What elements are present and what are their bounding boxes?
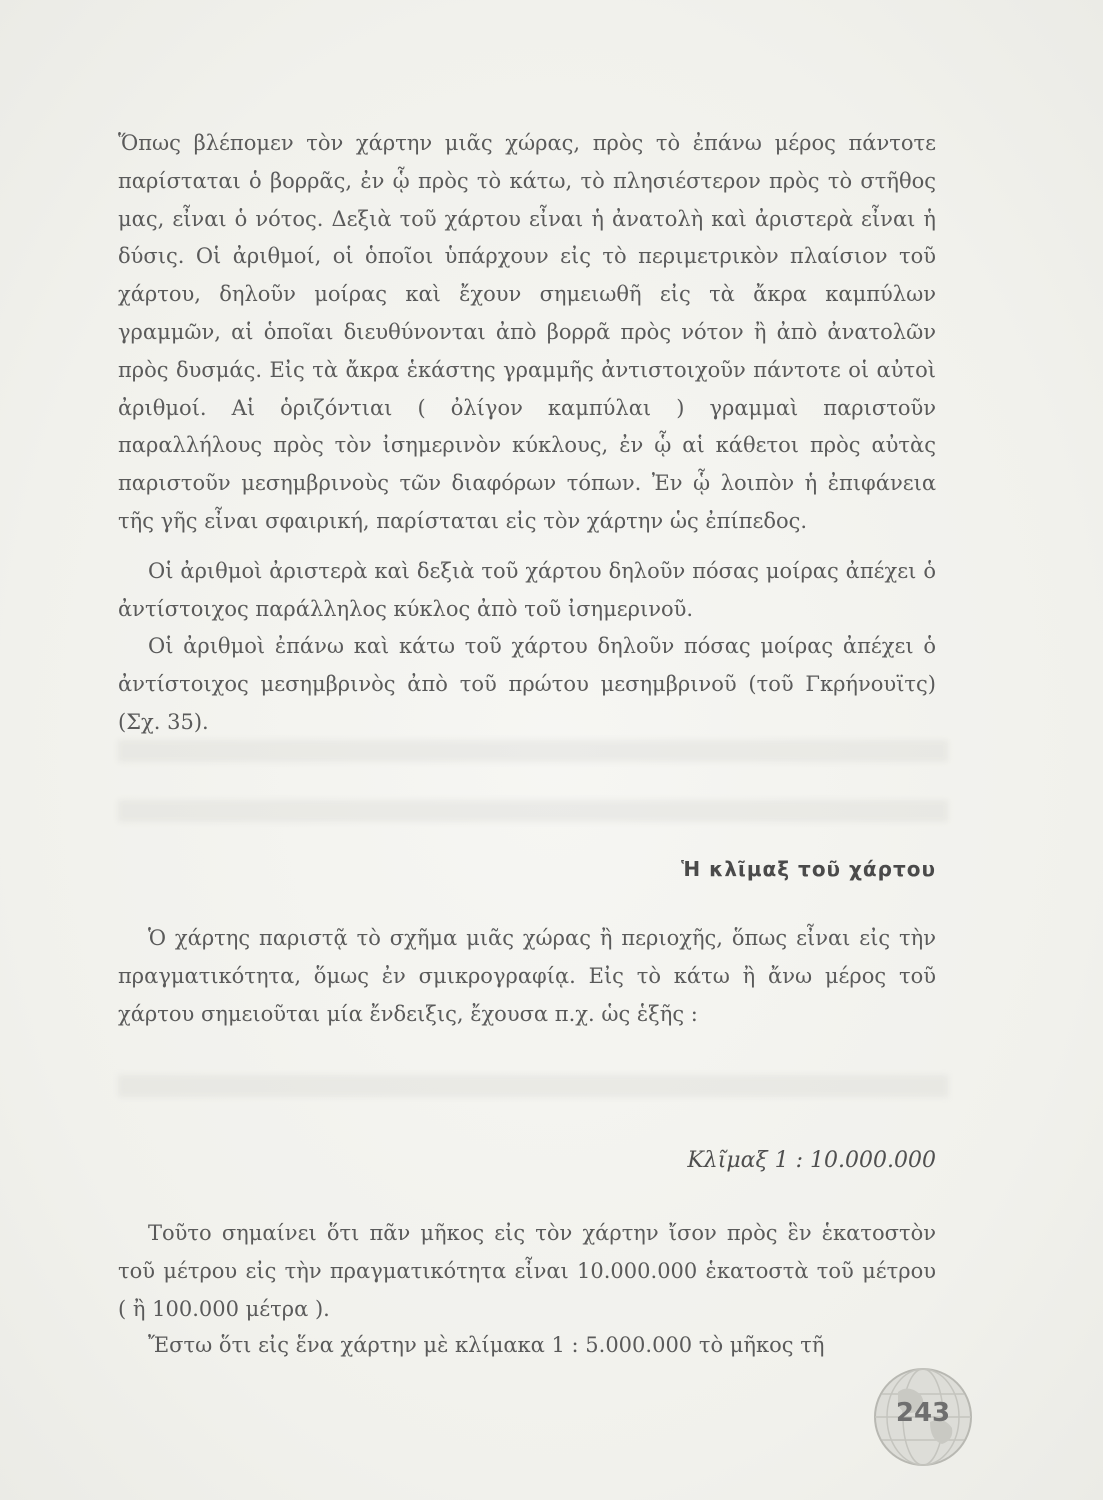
bleed-through-shadow: [118, 800, 948, 822]
paragraph-left-right-numbers: Οἱ ἀριθμοὶ ἀριστερὰ καὶ δεξιὰ τοῦ χάρτου δηλοῦν πόσας μοίρας ἀπέχει ὁ ἀντίστοιχος παράλληλος κύκλος ἀπὸ τοῦ ἰσημερινοῦ.: [118, 559, 936, 621]
page-number: 243: [895, 1398, 951, 1428]
scale-example: Κλῖμαξ 1 : 10.000.000: [687, 1148, 936, 1173]
paragraph-scale-example-start: Ἔστω ὅτι εἰς ἕνα χάρτην μὲ κλίμακα 1 : 5.000.000 τὸ μῆκος τῆ: [148, 1333, 825, 1357]
paragraph-map-orientation: Ὅπως βλέπομεν τὸν χάρτην μιᾶς χώρας, πρὸς τὸ ἐπάνω μέρος πάντοτε παρίσταται ὁ βορρᾶς, ἐν ᾧ πρὸς τὸ κάτω, τὸ πλησιέστερον πρὸς τὸ στῆθος μας, εἶναι ὁ νότος. Δεξιὰ τοῦ χάρτου εἶναι ἡ ἀνατολὴ καὶ ἀριστερὰ εἶναι ἡ δύσις. Οἱ ἀριθμοί, οἱ ὁποῖοι ὑπάρχουν εἰς τὸ περιμετρικὸν πλαίσιον τοῦ χάρτου, δηλοῦν μοίρας καὶ ἔχουν σημειωθῆ εἰς τὰ ἄκρα καμπύλων γραμμῶν, αἱ ὁποῖαι διευθύνονται ἀπὸ βορρᾶ πρὸς νότον ἢ ἀπὸ ἀνατολῶν πρὸς δυσμάς. Εἰς τὰ ἄκρα ἑκάστης γραμμῆς ἀντιστοιχοῦν πάντοτε οἱ αὐτοὶ ἀριθμοί. Αἱ ὁριζόντιαι ( ὀλίγον καμπύλαι ) γραμμαὶ παριστοῦν παραλλήλους πρὸς τὸν ἰσημερινὸν κύκλους, ἐν ᾧ αἱ κάθετοι πρὸς αὐτὰς παριστοῦν μεσημβρινοὺς τῶν διαφόρων τόπων. Ἐν ᾧ λοιπὸν ἡ ἐπιφάνεια τῆς γῆς εἶναι σφαιρική, παρίσταται εἰς τὸν χάρτην ὡς ἐπίπεδος.: [118, 131, 936, 533]
paragraph-map-scale-intro: Ὁ χάρτης παριστᾷ τὸ σχῆμα μιᾶς χώρας ἢ περιοχῆς, ὅπως εἶναι εἰς τὴν πραγματικότητα, ὅμως ἐν σμικρογραφίᾳ. Εἰς τὸ κάτω ἢ ἄνω μέρος τοῦ χάρτου σημειοῦται μία ἔνδειξις, ἔχουσα π.χ. ὡς ἑξῆς :: [118, 926, 936, 1026]
paragraph-top-bottom-numbers: Οἱ ἀριθμοὶ ἐπάνω καὶ κάτω τοῦ χάρτου δηλοῦν πόσας μοίρας ἀπέχει ὁ ἀντίστοιχος μεσημβρινὸς ἀπὸ τοῦ πρώτου μεσημβρινοῦ (τοῦ Γκρήνουϊτς) (Σχ. 35).: [118, 634, 936, 734]
bleed-through-shadow: [118, 740, 948, 762]
section-heading: Ἡ κλῖμαξ τοῦ χάρτου: [681, 857, 936, 881]
page-number-globe: [868, 1362, 978, 1472]
paragraph-scale-meaning: Τοῦτο σημαίνει ὅτι πᾶν μῆκος εἰς τὸν χάρτην ἴσον πρὸς ἓν ἑκατοστὸν τοῦ μέτρου εἰς τὴν πραγματικότητα εἶναι 10.000.000 ἑκατοστὰ τοῦ μέτρου ( ἢ 100.000 μέτρα ).: [118, 1221, 936, 1321]
bleed-through-shadow: [118, 1075, 948, 1097]
